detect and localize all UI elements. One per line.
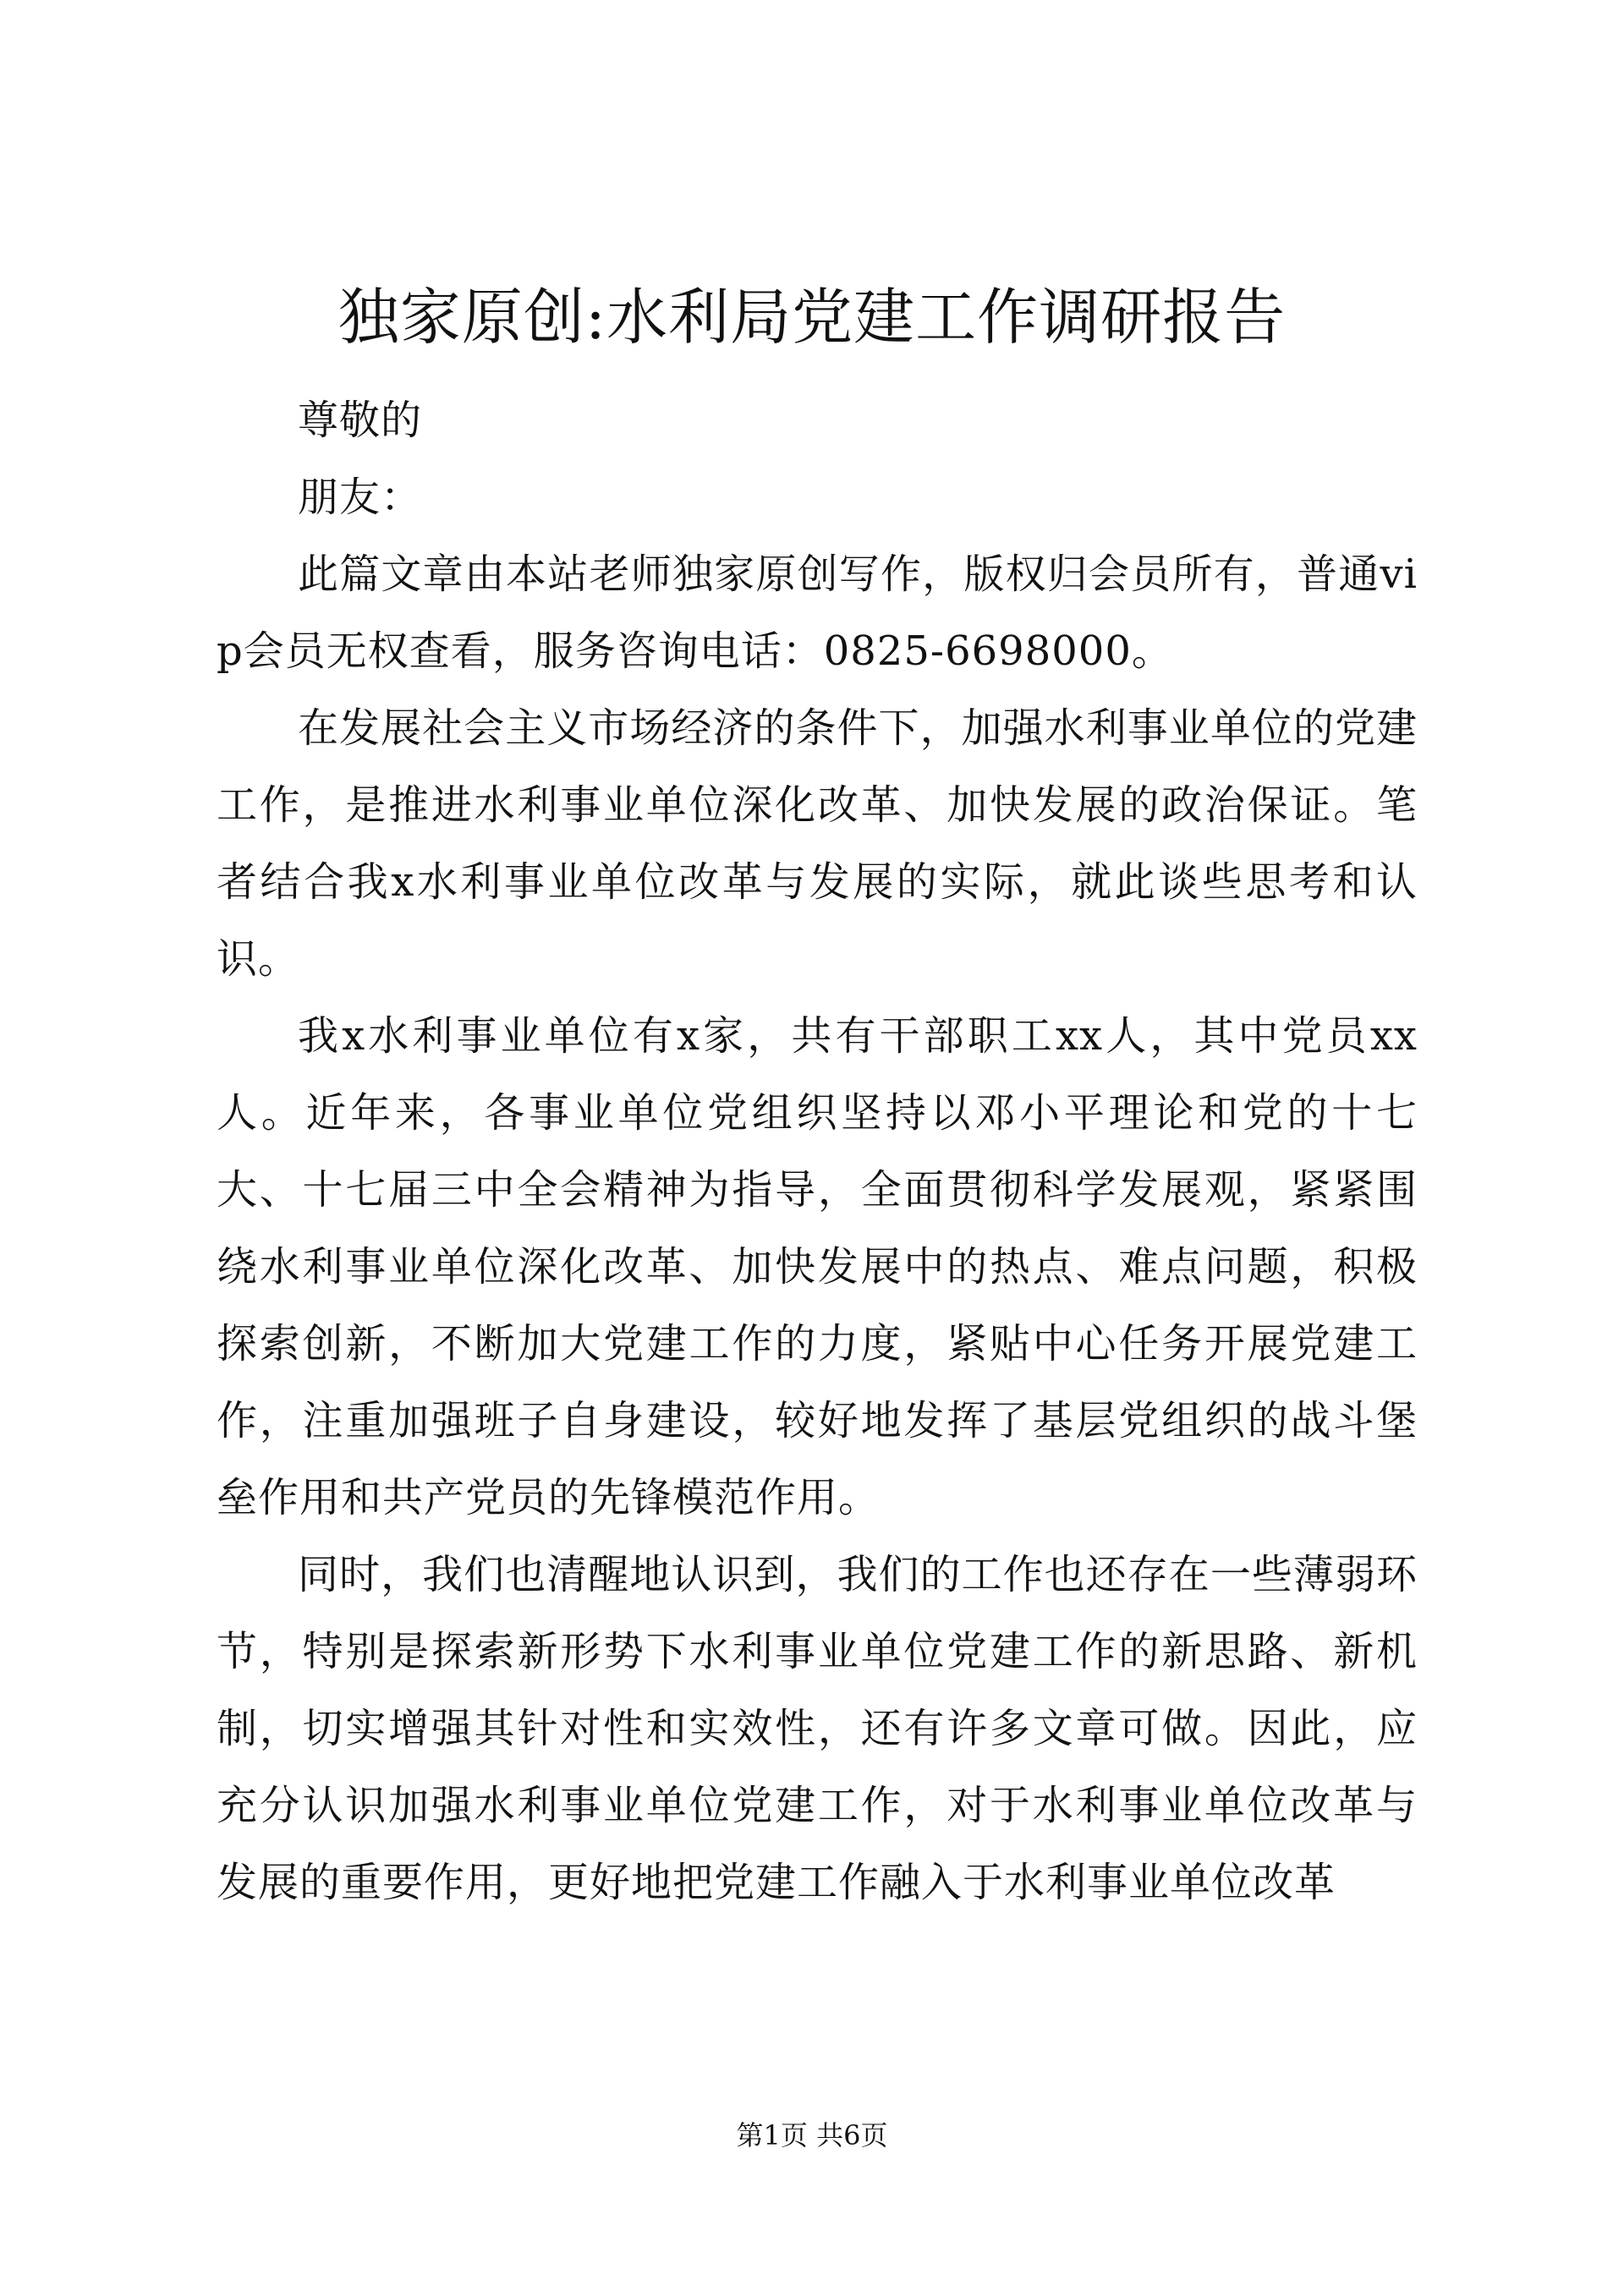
document-body <box>217 382 1418 1921</box>
page-number-footer: 第1页 共6页 <box>736 2119 888 2151</box>
paragraph-overview: 我x水利事业单位有x家，共有干部职工xx人，其中党员xx人。近年来，各事业单位党组织坚持以邓小平理论和党的十七大、十七届三中全会精神为指导，全面贯彻科学发展观，紧紧围绕水利事业单位深化改革、加快发展中的热点、难点问题，积极探索创新，不断加大党建工作的力度，紧贴中心任务开展党建工作，注重加强班子自身建设，较好地发挥了基层党组织的战斗堡垒作用和共产党员的先锋模范作用。 <box>217 1012 1418 1521</box>
paragraph-greeting: 尊敬的 <box>298 397 423 444</box>
paragraph-friends: 朋友： <box>298 474 423 521</box>
document-title: 独家原创:水利局党建工作调研报告 <box>337 282 1287 353</box>
paragraph-copyright-notice: 此篇文章由本站老师独家原创写作，版权归会员所有，普通vip会员无权查看，服务咨询电话：0825-6698000。 <box>217 551 1418 675</box>
paragraph-introduction: 在发展社会主义市场经济的条件下，加强水利事业单位的党建工作，是推进水利事业单位深化改革、加快发展的政治保证。笔者结合我x水利事业单位改革与发展的实际，就此谈些思考和认识。 <box>217 704 1418 983</box>
paragraph-weaknesses: 同时，我们也清醒地认识到，我们的工作也还存在一些薄弱环节，特别是探索新形势下水利事业单位党建工作的新思路、新机制，切实增强其针对性和实效性，还有许多文章可做。因此，应充分认识加强水利事业单位党建工作，对于水利事业单位改革与发展的重要作用，更好地把党建工作融入于水利事业单位改革 <box>217 1551 1418 1906</box>
